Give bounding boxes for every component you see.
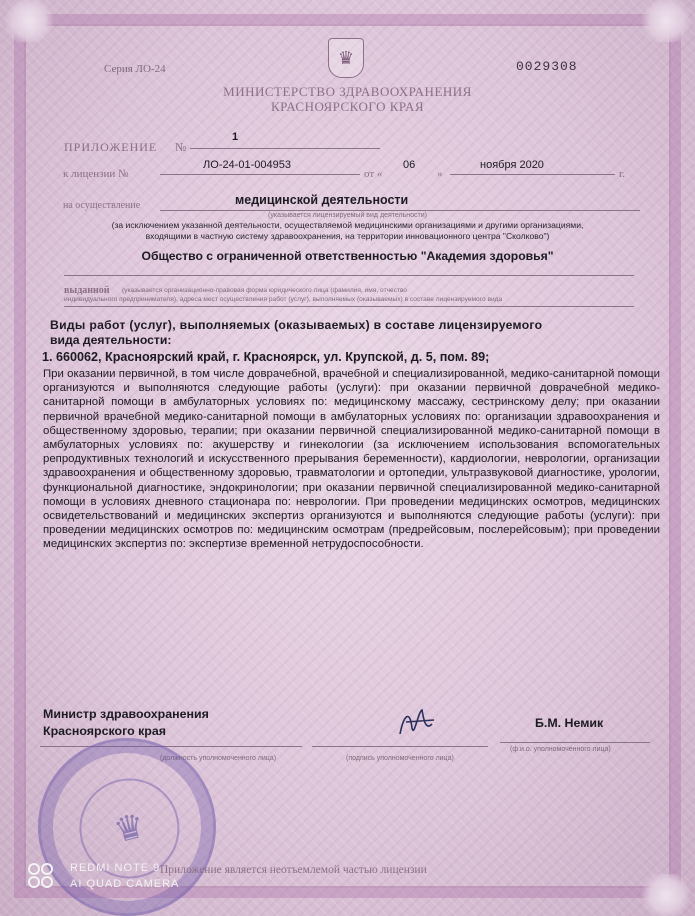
divider bbox=[64, 306, 634, 307]
corner-ornament bbox=[637, 874, 695, 916]
ministry-title-line2: КРАСНОЯРСКОГО КРАЯ bbox=[270, 99, 425, 114]
works-heading-line2: вида деятельности: bbox=[50, 333, 172, 347]
works-description: При оказании первичной, в том числе доврачебной, врачебной и специализированной, медико-санитарной помощи организуются и выполняются следующие работы (услуги): при оказании первичной доврачебной медико-санитарной помощи в амбулаторных условиях по: медицинскому массажу, сестринскому делу; при оказании первичной врачебной медико-санитарной помощи в амбулаторных условиях по: организации здравоохранения и общественному здоровью, терапии; при оказании первичной специализированной медико-санитарной помощи в амбулаторных условиях по: акушерству и гинекологии (за исключением использования вспомогательных репродуктивных технологий и искусственного прерывания беременности), кардиологии, неврологии, организации здравоохранения и общественному здоровью, травматологии и ортопедии, ультразвуковой диагностике, урологии, функциональной диагностике, эндокринологии; при оказании первичной специализированной медико-санитарной помощи в условиях дневного стационара по: неврологии. При проведении медицинских осмотров, медицинских освидетельствований и медицинских экспертиз организуются и выполняются следующие работы (услуги): при проведении медицинских осмотров по: медицинским осмотрам (предрейсовым, послерейсовым); при проведении медицинских экспертиз по: экспертизе временной нетрудоспособности. bbox=[43, 368, 660, 551]
license-month-year: ноября 2020 bbox=[480, 159, 544, 171]
position-caption: (должность уполномоченного лица) bbox=[160, 755, 277, 762]
date-from-label: от « bbox=[364, 168, 383, 180]
footer-note: Приложение является неотъемлемой частью лицензии bbox=[160, 864, 427, 876]
activity-note-line1: (за исключением указанной деятельности, осуществляемой медицинскими организациями и другими организациями, bbox=[111, 220, 584, 230]
activity-note-line2: входящими в частную систему здравоохранения, на территории инновационного центра "Сколково") bbox=[145, 231, 550, 241]
license-prefix: к лицензии № bbox=[63, 168, 129, 180]
handwritten-signature-icon bbox=[396, 704, 440, 742]
divider bbox=[64, 275, 634, 276]
divider bbox=[40, 746, 302, 747]
signatory-position-line1: Министр здравоохранения bbox=[43, 707, 209, 721]
camera-watermark-line1: REDMI NOTE 9 bbox=[70, 862, 161, 874]
divider bbox=[450, 174, 615, 175]
name-caption: (ф.и.о. уполномоченного лица) bbox=[510, 746, 611, 753]
signatory-name: Б.М. Немик bbox=[535, 716, 604, 730]
organization-caption-line1: (указывается организационно-правовая форма юридического лица (фамилия, имя, отчество bbox=[122, 287, 408, 294]
camera-watermark-line2: AI QUAD CAMERA bbox=[70, 878, 180, 890]
camera-dots-icon bbox=[26, 862, 60, 890]
organization-name: Общество с ограниченной ответственностью "Академия здоровья" bbox=[141, 249, 554, 263]
signatory-position-line2: Красноярского края bbox=[43, 724, 166, 738]
issued-label: выданной bbox=[64, 285, 110, 296]
series-label: Серия ЛО-24 bbox=[104, 63, 166, 75]
divider bbox=[500, 742, 650, 743]
organization-caption-line2: индивидуального предпринимателя), адреса мест осуществления работ (услуг), выполняемых (оказываемых) в составе лицензируемого вида bbox=[64, 296, 503, 303]
works-address: 1. 660062, Красноярский край, г. Красноярск, ул. Крупской, д. 5, пом. 89; bbox=[42, 350, 490, 364]
license-day: 06 bbox=[403, 159, 416, 171]
divider bbox=[190, 148, 380, 149]
divider bbox=[312, 746, 488, 747]
corner-ornament bbox=[637, 0, 695, 42]
divider bbox=[160, 174, 360, 175]
appendix-number-sign: № bbox=[175, 140, 187, 154]
signature-caption: (подпись уполномоченного лица) bbox=[346, 755, 454, 762]
seal-emblem-icon: ♛ bbox=[69, 768, 190, 889]
date-close-quote: » bbox=[437, 168, 443, 180]
works-heading-line1: Виды работ (услуг), выполняемых (оказываемых) в составе лицензируемого bbox=[50, 318, 543, 332]
divider bbox=[160, 210, 640, 211]
ministry-title-line1: МИНИСТЕРСТВО ЗДРАВООХРАНЕНИЯ bbox=[223, 84, 472, 99]
license-number: ЛО-24-01-004953 bbox=[203, 159, 291, 171]
activity-prefix: на осуществление bbox=[63, 200, 141, 211]
appendix-number: 1 bbox=[232, 131, 239, 143]
activity-value: медицинской деятельности bbox=[235, 193, 409, 207]
activity-caption: (указывается лицензируемый вид деятельности) bbox=[268, 212, 427, 219]
corner-ornament bbox=[0, 0, 58, 42]
coat-of-arms-icon: ♛ bbox=[328, 38, 364, 78]
appendix-label: ПРИЛОЖЕНИЕ bbox=[64, 140, 158, 154]
year-suffix: г. bbox=[619, 168, 626, 180]
form-number: 0029308 bbox=[516, 59, 578, 74]
